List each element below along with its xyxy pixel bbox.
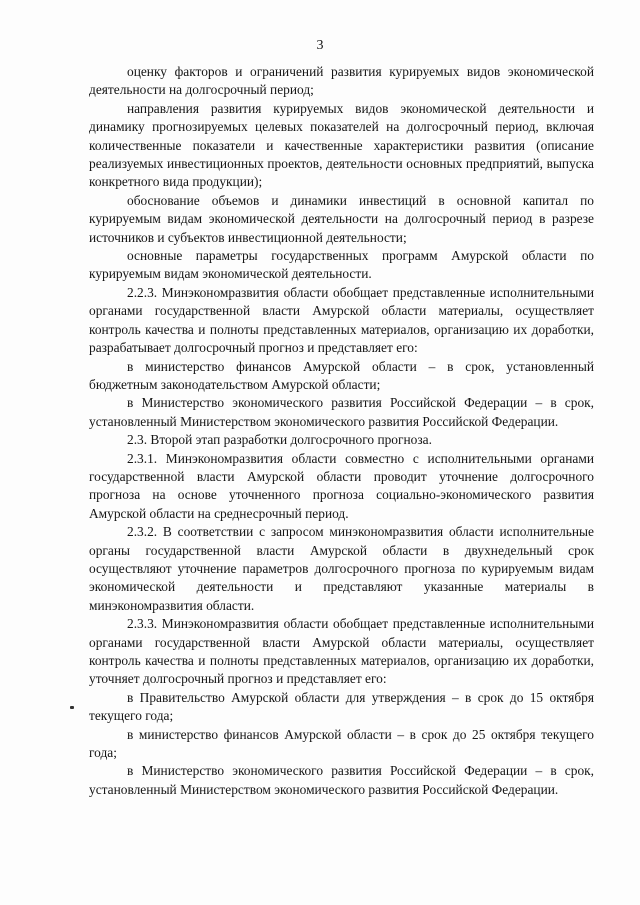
page-number: 3 [316, 38, 324, 53]
paragraph-2-3-1: 2.3.1. Минэкономразвития области совместно с исполнительными органами государственной власти Амурской области проводит уточнение долгосрочного прогноза на основе уточненного прогноза социально-экономического развития Амурской области на среднесрочный период. [89, 450, 594, 521]
paragraph-government-approval: в Правительство Амурской области для утверждения – в срок до 15 октября текущего года; [89, 689, 594, 724]
paragraph-finance-ministry-deadline: в министерство финансов Амурской области – в срок до 25 октября текущего года; [89, 726, 594, 761]
paragraph-finance-ministry: в министерство финансов Амурской области – в срок, установленный бюджетным законодательством Амурской области; [89, 358, 594, 392]
paragraph-state-programs: основные параметры государственных программ Амурской области по курируемым видам экономической деятельности. [89, 248, 594, 282]
paragraph-development-directions: направления развития курируемых видов экономической деятельности и динамику прогнозируемых целевых показателей на долгосрочный период, включая количественные показатели и качественные характеристики развития (описание реализуемых инвестиционных проектов, деятельности основных предприятий, выпуска конкретного вида продукции); [89, 100, 594, 190]
paragraph-2-3-3: 2.3.3. Минэкономразвития области обобщает представленные исполнительными органами государственной власти Амурской области материалы, осуществляет контроль качества и полноты представленных материалов, организацию их доработки, уточняет долгосрочный прогноз и представляет его: [89, 616, 594, 687]
paragraph-federal-ministry: в Министерство экономического развития Российской Федерации – в срок, установленный Министерством экономического развития Российской Федерации. [89, 395, 594, 429]
paragraph-2-3-2: 2.3.2. В соответствии с запросом минэкономразвития области исполнительные органы государственной власти Амурской области в двухнедельный срок осуществляют уточнение параметров долгосрочного прогноза по курируемым видам экономической деятельности и представляют указанные материалы в минэкономразвития области. [89, 524, 594, 613]
paragraph-factors-assessment: оценку факторов и ограничений развития курируемых видов экономической деятельности на долгосрочный период; [89, 64, 594, 98]
paragraph-investment-justification: обоснование объемов и динамики инвестиций в основной капитал по курируемым видам экономической деятельности на долгосрочный период в разрезе источников и субъектов инвестиционной деятельности; [89, 192, 594, 245]
paragraph-federal-ministry-deadline: в Министерство экономического развития Российской Федерации – в срок, установленный Министерством экономического развития Российской Федерации. [89, 763, 594, 797]
scan-margin-mark [70, 706, 74, 709]
document-body [89, 63, 594, 799]
paragraph-2-3-heading: 2.3. Второй этап разработки долгосрочного прогноза. [127, 432, 432, 448]
paragraph-2-2-3: 2.2.3. Минэкономразвития области обобщает представленные исполнительными органами государственной власти Амурской области материалы, осуществляет контроль качества и полноты представленных материалов, организацию их доработки, разрабатывает долгосрочный прогноз и представляет его: [89, 284, 594, 356]
